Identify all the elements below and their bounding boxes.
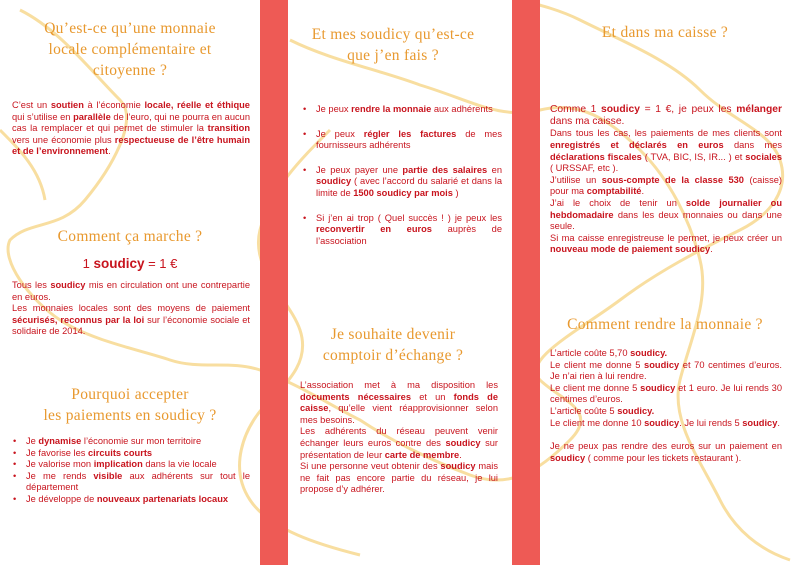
change-note: Je ne peux pas rendre des euros sur un paiement en soudicy ( comme pour les tickets restaurant ). — [550, 441, 782, 463]
heading-what-to-do — [288, 24, 498, 66]
panel-middle — [288, 0, 512, 565]
uses-list — [302, 104, 502, 247]
heading-line: que j’en fais ? — [347, 47, 439, 64]
change-examples — [550, 348, 782, 464]
heading-why-accept — [10, 384, 250, 426]
list-item: • Je peux régler les factures de mes fournisseurs adhérents — [302, 129, 502, 152]
exchange-paragraph-1: L’association met à ma disposition les documents nécessaires et un fonds de caisse, qu’elle vient réapprovisionner selon mes besoins. — [300, 380, 498, 425]
heading-how-it-works: Comment ça marche ? — [57, 228, 203, 245]
list-item: • Je peux payer une partie des salaires en soudicy ( avec l’accord du salarié et dans la limite de 1500 soudicy par mois ) — [302, 165, 502, 200]
exchange-point-text — [300, 380, 498, 496]
heading-line: citoyenne ? — [92, 62, 168, 79]
heading-become-exchange-point — [288, 324, 498, 366]
list-item: • Je me rends visible aux adhérents sur tout le département — [12, 471, 250, 494]
fold-stripe-right — [512, 0, 540, 565]
heading-give-change: Comment rendre la monnaie ? — [567, 316, 763, 333]
register-text — [550, 104, 782, 256]
example-line: Le client me donne 5 soudicy et 70 centimes d’euros. Je n’ai rien à lui rendre. — [550, 359, 783, 382]
reasons-list — [12, 436, 250, 506]
how-paragraph-1: Tous les soudicy mis en circulation ont une contrepartie en euros. — [12, 280, 250, 302]
example-line: L’article coûte 5 soudicy. — [550, 405, 655, 416]
heading-line: les paiements en soudicy ? — [43, 407, 217, 424]
panel-left — [0, 0, 260, 565]
how-paragraph-2: Les monnaies locales sont des moyens de paiement sécurisés, reconnus par la loi sur l’économie sociale et solidaire de 2014. — [12, 303, 250, 337]
exchange-paragraph-2: Les adhérents du réseau peuvent venir échanger leurs euros contre des soudicy sur présentation de leur carte de membre. — [300, 426, 498, 460]
example-line: Le client me donne 5 soudicy et 1 euro. Je lui rends 30 centimes d’euros. — [550, 382, 782, 405]
heading-in-my-register: Et dans ma caisse ? — [601, 24, 729, 41]
list-item: • Je dynamise l’économie sur mon territoire — [12, 436, 250, 448]
heading-what-is-local-currency — [10, 18, 250, 81]
heading-line: Pourquoi accepter — [71, 386, 189, 403]
example-line: Le client me donne 10 soudicy. Je lui rends 5 soudicy. — [550, 417, 780, 428]
list-item: • Je développe de nouveaux partenariats locaux — [12, 494, 250, 506]
list-item: • Je favorise les circuits courts — [12, 448, 250, 460]
heading-line: comptoir d’échange ? — [322, 347, 464, 364]
intro-paragraph: C’est un soutien à l’économie locale, réelle et éthique qui s’utilise en parallèle de l’euro, qui ne pourra en aucun cas la remplacer et qui permet de stimuler la transition vers une économie plus respectueuse de l’être humain et de l’environnement. — [12, 100, 250, 157]
heading-line: locale complémentaire et — [48, 41, 212, 58]
register-paragraph-3: J’utilise un sous-compte de la classe 530 (caisse) pour ma comptabilité. — [550, 174, 782, 197]
register-paragraph-1: Comme 1 soudicy = 1 €, je peux les mélanger dans ma caisse. — [550, 104, 782, 128]
list-item: • Je peux rendre la monnaie aux adhérents — [302, 104, 502, 116]
list-item: • Je valorise mon implication dans la vie locale — [12, 459, 250, 471]
fold-stripe-left — [260, 0, 288, 565]
heading-line: Je souhaite devenir — [330, 326, 456, 343]
register-paragraph-4: J’ai le choix de tenir un solde journalier ou hebdomadaire dans les deux monnaies ou dans une seule. — [550, 197, 783, 232]
panel-right — [540, 0, 800, 565]
exchange-paragraph-3: Si une personne veut obtenir des soudicy mais ne fait pas encore partie du réseau, je lui propose d’y adhérer. — [300, 461, 499, 495]
list-item: • Si j’en ai trop ( Quel succès ! ) je peux les reconvertir en euros auprès de l’association — [302, 213, 502, 248]
register-paragraph-2: Dans tous les cas, les paiements de mes clients sont enregistrés et déclarés en euros dans mes déclarations fiscales ( TVA, BIC, IS, IR... ) et sociales ( URSSAF, etc ). — [550, 128, 783, 174]
how-it-works-text — [12, 280, 250, 338]
register-paragraph-5: Si ma caisse enregistreuse le permet, je peux créer un nouveau mode de paiement soudicy. — [550, 232, 782, 255]
heading-line: Et mes soudicy qu’est-ce — [311, 26, 475, 43]
exchange-rate: 1 soudicy = 1 € — [82, 256, 178, 271]
example-line: L’article coûte 5,70 soudicy. — [550, 348, 668, 358]
heading-line: Qu’est-ce qu’une monnaie — [44, 20, 216, 37]
